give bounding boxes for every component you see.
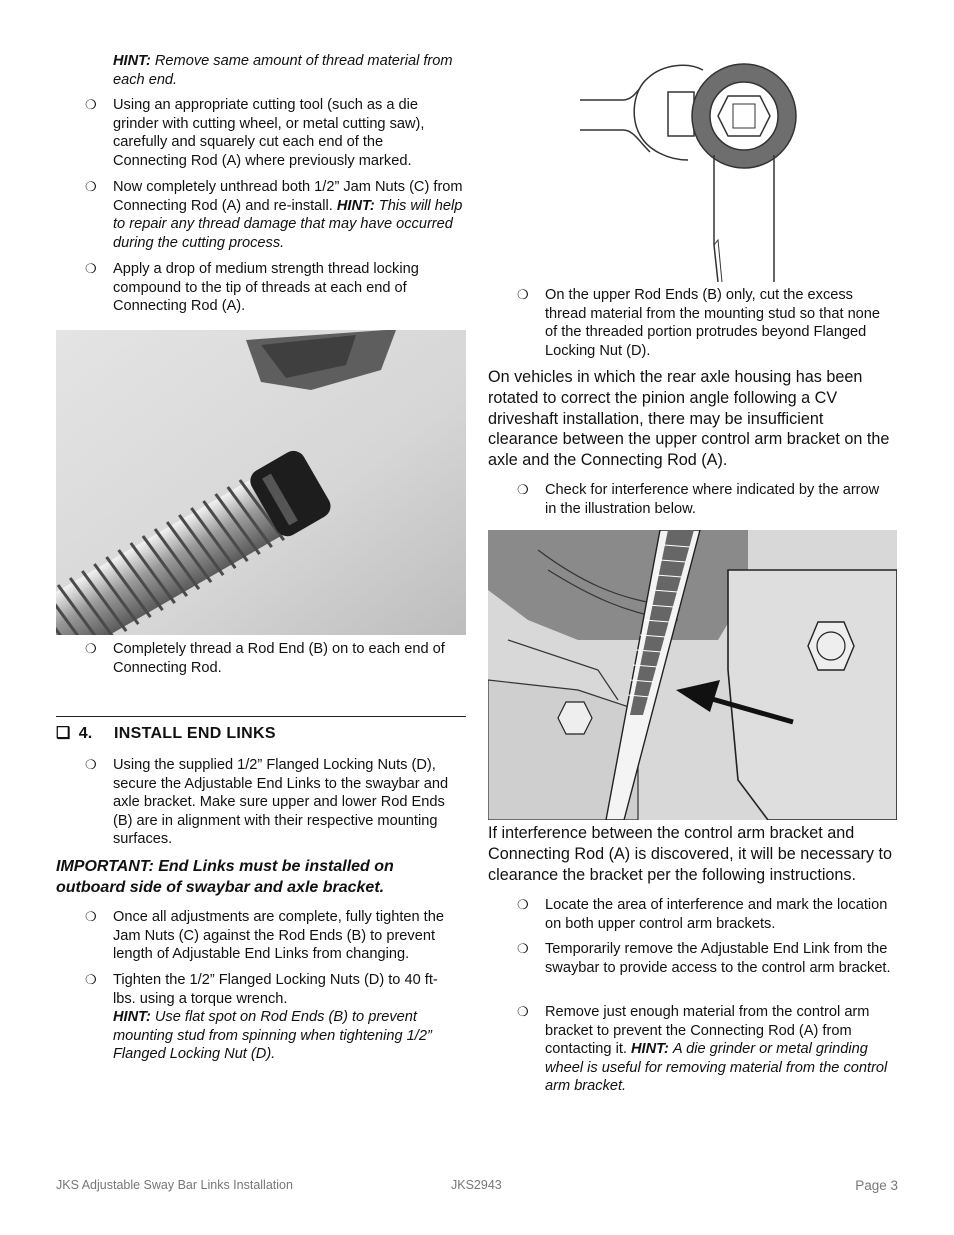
step-unthread-jam-nuts: Now completely unthread both 1/2” Jam Nuts (C) from Connecting Rod (A) and re-install. HINT: This will help to repair any thread damage that may have occurred during the cutting process.	[113, 179, 463, 251]
bracket-illustration	[488, 530, 897, 820]
bullet-icon: ❍	[517, 941, 529, 956]
section-number: 4.	[78, 725, 93, 742]
bullet-icon: ❍	[85, 97, 97, 112]
bullet-icon: ❍	[517, 482, 529, 497]
threaded-rod-photo	[56, 330, 466, 635]
bullet-icon: ❍	[517, 287, 529, 302]
bullet-icon: ❍	[85, 909, 97, 924]
step-locate-area: Locate the area of interference and mark the location on both upper control arm brackets.	[545, 897, 888, 932]
step-cut-rod: Using an appropriate cutting tool (such as a die grinder with cutting wheel, or metal cutting saw), carefully and squarely cut each end of the Connecting Rod (A) where previously marked.	[113, 97, 425, 169]
bullet-icon: ❍	[85, 261, 97, 276]
bullet-icon: ❍	[517, 897, 529, 912]
important-note: IMPORTANT: End Links must be installed on outboard side of swaybar and axle bracket.	[56, 858, 394, 896]
bullet-icon: ❍	[517, 1004, 529, 1019]
step-remove-material: Remove just enough material from the control arm bracket to prevent the Connecting Rod (A) from contacting it. HINT: A die grinder or metal grinding wheel is useful for removing material from the control arm bracket.	[545, 1004, 888, 1095]
section-title: INSTALL END LINKS	[114, 725, 276, 742]
wrench-illustration	[578, 60, 803, 282]
para-interference: If interference between the control arm bracket and Connecting Rod (A) is discovered, it will be necessary to clearance the bracket per the following instructions.	[488, 824, 892, 884]
bullet-icon: ❍	[85, 757, 97, 772]
bullet-icon: ❍	[85, 641, 97, 656]
bullet-icon: ❍	[85, 179, 97, 194]
section-heading	[56, 724, 92, 744]
footer-page-number: Page 3	[855, 1178, 898, 1193]
checkbox-icon: ❑	[56, 725, 71, 742]
step-tighten-jam-nuts: Once all adjustments are complete, fully tighten the Jam Nuts (C) against the Rod Ends (B) to prevent length of Adjustable End Links from changing.	[113, 909, 444, 963]
step-remove-end-link: Temporarily remove the Adjustable End Link from the swaybar to provide access to the control arm bracket.	[545, 941, 891, 976]
bullet-icon: ❍	[85, 972, 97, 987]
step-upper-rod-ends: On the upper Rod Ends (B) only, cut the excess thread material from the mounting stud so that none of the threaded portion protrudes beyond Flanged Locking Nut (D).	[545, 287, 881, 359]
footer-title: JKS Adjustable Sway Bar Links Installation	[56, 1178, 293, 1192]
step-torque: Tighten the 1/2” Flanged Locking Nuts (D) to 40 ft-lbs. using a torque wrench. HINT: Use flat spot on Rod Ends (B) to prevent mounting stud from spinning when tightening 1/2” Flanged Locking Nut (D).	[113, 972, 438, 1063]
hint-thread-material: HINT: Remove same amount of thread material from each end.	[113, 53, 453, 88]
footer-part-number: JKS2943	[451, 1178, 502, 1192]
step-check-interference: Check for interference where indicated by the arrow in the illustration below.	[545, 482, 880, 517]
para-rear-axle: On vehicles in which the rear axle housing has been rotated to correct the pinion angle following a CV driveshaft installation, there may be insufficient clearance between the upper control arm bracket on the axle and the Connecting Rod (A).	[488, 368, 890, 470]
section-divider	[56, 716, 466, 717]
step-thread-locking: Apply a drop of medium strength thread locking compound to the tip of threads at each end of Connecting Rod (A).	[113, 261, 419, 315]
step-flanged-nuts: Using the supplied 1/2” Flanged Locking Nuts (D), secure the Adjustable End Links to the swaybar and axle bracket. Make sure upper and lower Rod Ends (B) are in alignment with their respective mounting surfaces.	[113, 757, 449, 848]
step-thread-rod-end: Completely thread a Rod End (B) on to each end of Connecting Rod.	[113, 641, 445, 676]
